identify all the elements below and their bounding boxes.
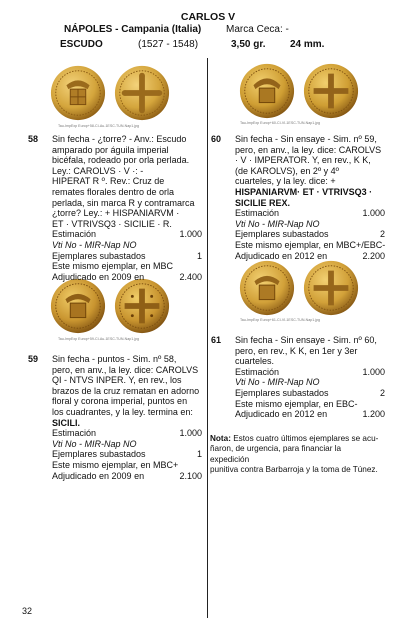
entry-text-line: cuarteles, y la ley. dice: + xyxy=(235,176,336,187)
region-line xyxy=(64,25,289,36)
auctioned-label: Ejemplares subastados xyxy=(235,229,329,240)
catalog-reference: Vti No - MIR-Nap NO xyxy=(235,377,320,388)
estimate-value: 1.000 xyxy=(179,428,202,439)
adjudicated-row xyxy=(235,251,385,262)
entry-text-line: bicéfala, rodeado por orla perlada. xyxy=(52,155,190,166)
same-specimen: Este mismo ejemplar, en EBC- xyxy=(235,398,358,409)
region-name: NÁPOLES - Campania (Italia) xyxy=(64,24,202,35)
coin-reverse-58 xyxy=(113,64,171,122)
diameter: 24 mm. xyxy=(290,39,325,50)
image-caption-58: Tau-ImpExp Europ+58-CI-Au-1ESC-TUN-Nap1.jpg xyxy=(58,124,139,128)
adjudicated-label: Adjudicado en 2012 en xyxy=(235,409,328,420)
entry-number: 59 xyxy=(28,354,39,364)
entry-text-line: pero, en rev., K K, en 1er y 3er xyxy=(235,345,358,356)
auctioned-row xyxy=(52,449,202,460)
adjudicated-value: 2.400 xyxy=(179,271,202,282)
weight: 3,50 gr. xyxy=(231,39,266,50)
catalog-reference: Vti No - MIR-Nap NO xyxy=(52,438,137,449)
coin-photo-58 xyxy=(49,64,171,122)
auctioned-row xyxy=(235,229,385,240)
entry-text-line: pero, en anv., la ley. dice: CAROLVS xyxy=(52,364,199,375)
estimate-row xyxy=(52,428,202,439)
auctioned-row xyxy=(235,388,385,399)
entry-text-line: cuarteles. xyxy=(235,356,275,367)
entry-text-line: floral y corona imperial, puntos en xyxy=(52,396,188,407)
page-title: CARLOS V xyxy=(180,11,236,23)
entry-text-line: perlada, sin marca R y contramarca xyxy=(52,197,195,208)
entry-text-line: SICILI. xyxy=(52,417,81,428)
estimate-value: 1.000 xyxy=(179,229,202,240)
entry-number: 58 xyxy=(28,134,39,144)
catalog-entry-59 xyxy=(28,354,202,481)
entry-text-line: QI - NTVS INPER. Y, en rev., los xyxy=(52,375,182,386)
entry-text-line: Sin fecha - Sin ensaye - Sim. nº 60, xyxy=(235,335,377,345)
estimate-label: Estimación xyxy=(235,366,280,377)
entry-text-line: los cuadrantes, y la ley. termina en: xyxy=(52,406,193,417)
same-specimen: Este mismo ejemplar, en MBC xyxy=(52,261,174,272)
estimate-label: Estimación xyxy=(52,428,97,439)
coin-reverse-59 xyxy=(113,277,171,335)
coin-obverse-59 xyxy=(49,277,107,335)
column-divider xyxy=(207,58,208,618)
auctioned-count: 1 xyxy=(196,449,202,460)
entry-number: 61 xyxy=(211,335,222,345)
entry-text-line: HISPANIARVM· ET · VTRIVSQ3 · xyxy=(235,186,373,197)
auctioned-count: 1 xyxy=(196,250,202,261)
adjudicated-label: Adjudicado en 2009 en xyxy=(52,470,145,481)
entry-text-line: HIPERAT R º. Rev.: Cruz de xyxy=(52,176,165,187)
footnote-text: Estos cuatro últimos ejemplares se acu- xyxy=(233,434,379,443)
auctioned-count: 2 xyxy=(379,229,385,240)
catalog-entry-60 xyxy=(211,134,386,261)
years: (1527 - 1548) xyxy=(138,39,199,50)
catalog-entry-58 xyxy=(28,134,202,282)
estimate-value: 1.000 xyxy=(362,366,385,377)
entry-number: 60 xyxy=(211,134,222,144)
footnote-text: punitiva contra Barbarroja y la toma de Túnez. xyxy=(210,465,378,475)
catalog-reference: Vti No - MIR-Nap NO xyxy=(52,239,137,250)
same-specimen: Este mismo ejemplar, en MBC+/EBC- xyxy=(235,239,386,250)
estimate-row xyxy=(52,229,202,240)
estimate-value: 1.000 xyxy=(362,208,385,219)
same-specimen: Este mismo ejemplar, en MBC+ xyxy=(52,459,179,470)
entry-text-line: amparado por águila imperial xyxy=(52,144,169,155)
adjudicated-row xyxy=(52,272,202,283)
image-caption-61: Tau-ImpExp Europ+61-CI-VI-1ESC-TUN-Nap1.jpg xyxy=(240,318,320,322)
adjudicated-row xyxy=(52,471,202,482)
auctioned-label: Ejemplares subastados xyxy=(52,250,146,261)
auctioned-label: Ejemplares subastados xyxy=(235,387,329,398)
entry-text-line: ET · VTRIVSQ3 · SICILIE · R. xyxy=(52,218,172,229)
estimate-label: Estimación xyxy=(52,229,97,240)
adjudicated-label: Adjudicado en 2012 en xyxy=(235,250,328,261)
entry-text-line: remates florales dentro de orla xyxy=(52,186,175,197)
auctioned-count: 2 xyxy=(379,387,385,398)
denomination: ESCUDO xyxy=(60,39,103,50)
footnote-label: Nota: xyxy=(210,434,231,443)
coin-reverse-60 xyxy=(302,62,360,120)
auctioned-row xyxy=(52,251,202,262)
entry-text-line: Sin fecha - puntos - Sim. nº 58, xyxy=(52,354,177,364)
adjudicated-value: 1.200 xyxy=(362,409,385,420)
coin-photo-59 xyxy=(49,277,171,335)
coin-obverse-61 xyxy=(238,259,296,317)
page-number: 32 xyxy=(22,606,33,616)
entry-text-line: ¿torre? Ley.: + HISPANIARVM · xyxy=(52,208,180,219)
mint-mark: Marca Ceca: - xyxy=(226,24,289,35)
entry-text-line: pero, en anv., la ley. dice: CAROLVS xyxy=(235,144,382,155)
entry-text-line: SICILIE REX. xyxy=(235,197,291,208)
coin-obverse-58 xyxy=(49,64,107,122)
footnote xyxy=(210,434,380,476)
image-caption-59: Tau-ImpExp Europ+59-CI-Au-1ESC-TUN-Nap1.jpg xyxy=(58,337,139,341)
entry-text-line: · V · IMPERATOR. Y, en rev., K K, xyxy=(235,155,371,166)
auctioned-label: Ejemplares subastados xyxy=(52,449,146,460)
adjudicated-label: Adjudicado en 2009 en xyxy=(52,271,145,282)
adjudicated-value: 2.100 xyxy=(179,470,202,481)
entry-text-line: Sin fecha - ¿torre? - Anv.: Escudo xyxy=(52,134,187,144)
entry-text-line: brazos de la cruz rematan en adorno xyxy=(52,385,200,396)
footnote-text: ñaron, de urgencia, para financiar la expedición xyxy=(210,444,342,464)
adjudicated-row xyxy=(235,409,385,420)
coin-obverse-60 xyxy=(238,62,296,120)
estimate-row xyxy=(235,367,385,378)
estimate-row xyxy=(235,208,385,219)
adjudicated-value: 2.200 xyxy=(362,250,385,261)
image-caption-60: Tau-ImpExp Europ+60-CI-VI-1ESC-TUN-Nap1.jpg xyxy=(240,121,320,125)
coin-photo-60 xyxy=(238,62,360,120)
estimate-label: Estimación xyxy=(235,208,280,219)
coin-photo-61 xyxy=(238,259,360,317)
catalog-reference: Vti No - MIR-Nap NO xyxy=(235,218,320,229)
entry-text-line: (de KAROLVS), en 2º y 4º xyxy=(235,165,339,176)
entry-text-line: Sin fecha - Sin ensaye - Sim. nº 59, xyxy=(235,134,377,144)
catalog-entry-61 xyxy=(211,335,385,420)
entry-text-line: Ley.: CAROLVS · V ·: - xyxy=(52,165,144,176)
coin-reverse-61 xyxy=(302,259,360,317)
